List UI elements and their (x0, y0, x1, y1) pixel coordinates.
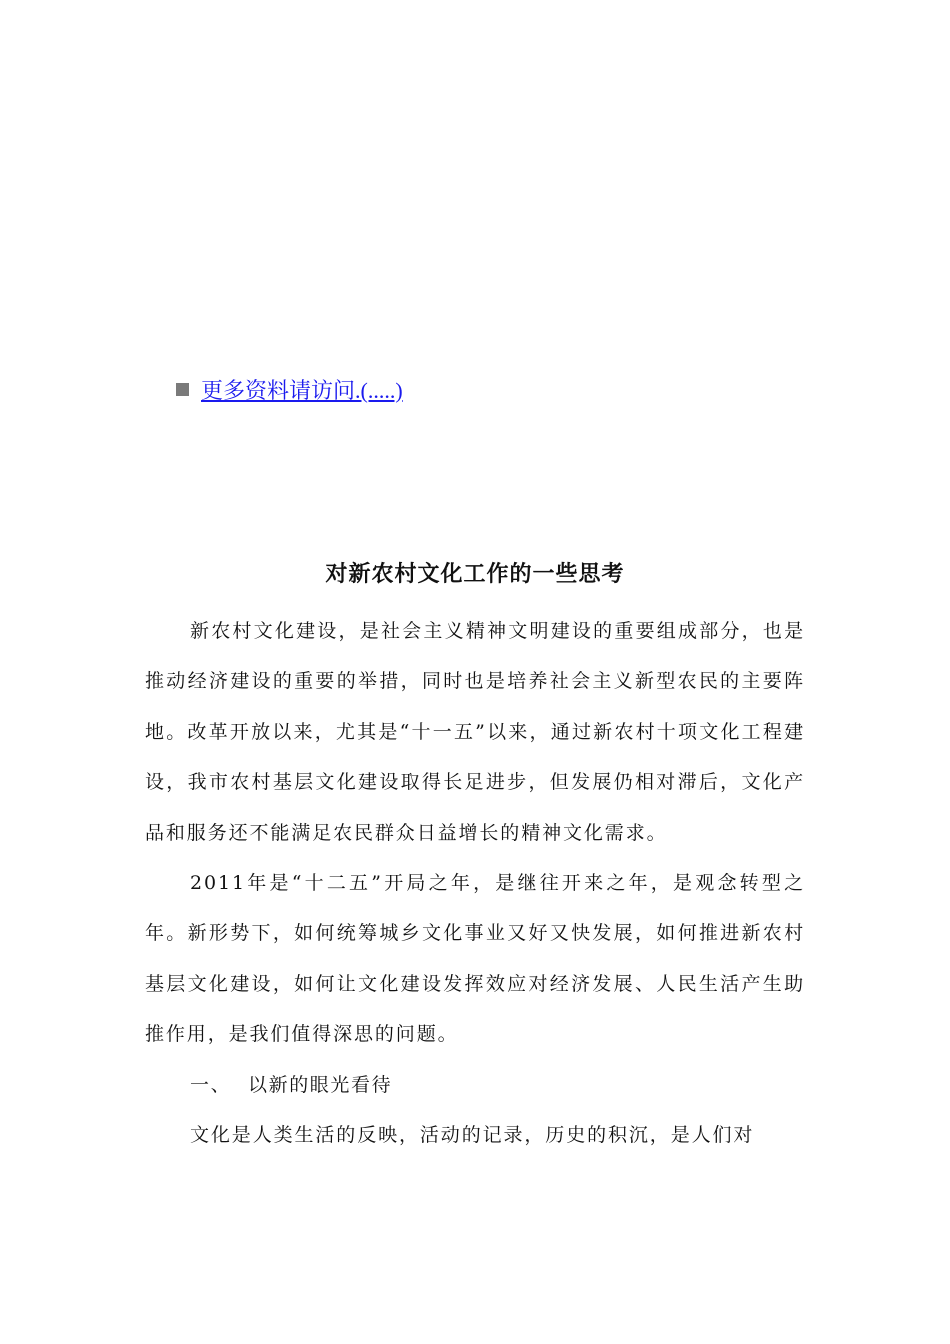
more-resources-link[interactable]: 更多资料请访问.(.....) (201, 377, 403, 403)
document-body (145, 606, 805, 1160)
document-title: 对新农村文化工作的一些思考 (325, 562, 625, 587)
section-heading-1 (145, 1060, 805, 1110)
paragraph-1: 新农村文化建设，是社会主义精神文明建设的重要组成部分，也是推动经济建设的重要的举措，同时也是培养社会主义新型农民的主要阵地。改革开放以来，尤其是“十一五”以来，通过新农村十项文化工程建设，我市农村基层文化建设取得长足进步，但发展仍相对滞后，文化产品和服务还不能满足农民群众日益增长的精神文化需求。 (145, 620, 805, 844)
square-bullet-icon (176, 383, 189, 396)
paragraph-3: 文化是人类生活的反映，活动的记录，历史的积沉，是人们对 (190, 1124, 755, 1147)
section-title: 以新的眼光看待 (248, 1073, 393, 1096)
paragraph-2: 2011年是“十二五”开局之年，是继往开来之年，是观念转型之年。新形势下，如何统筹城乡文化事业又好又快发展，如何推进新农村基层文化建设，如何让文化建设发挥效应对经济发展、人民生活产生助推作用，是我们值得深思的问题。 (145, 872, 805, 1046)
resource-link-line (176, 372, 403, 406)
section-number: 一、 (190, 1073, 232, 1096)
